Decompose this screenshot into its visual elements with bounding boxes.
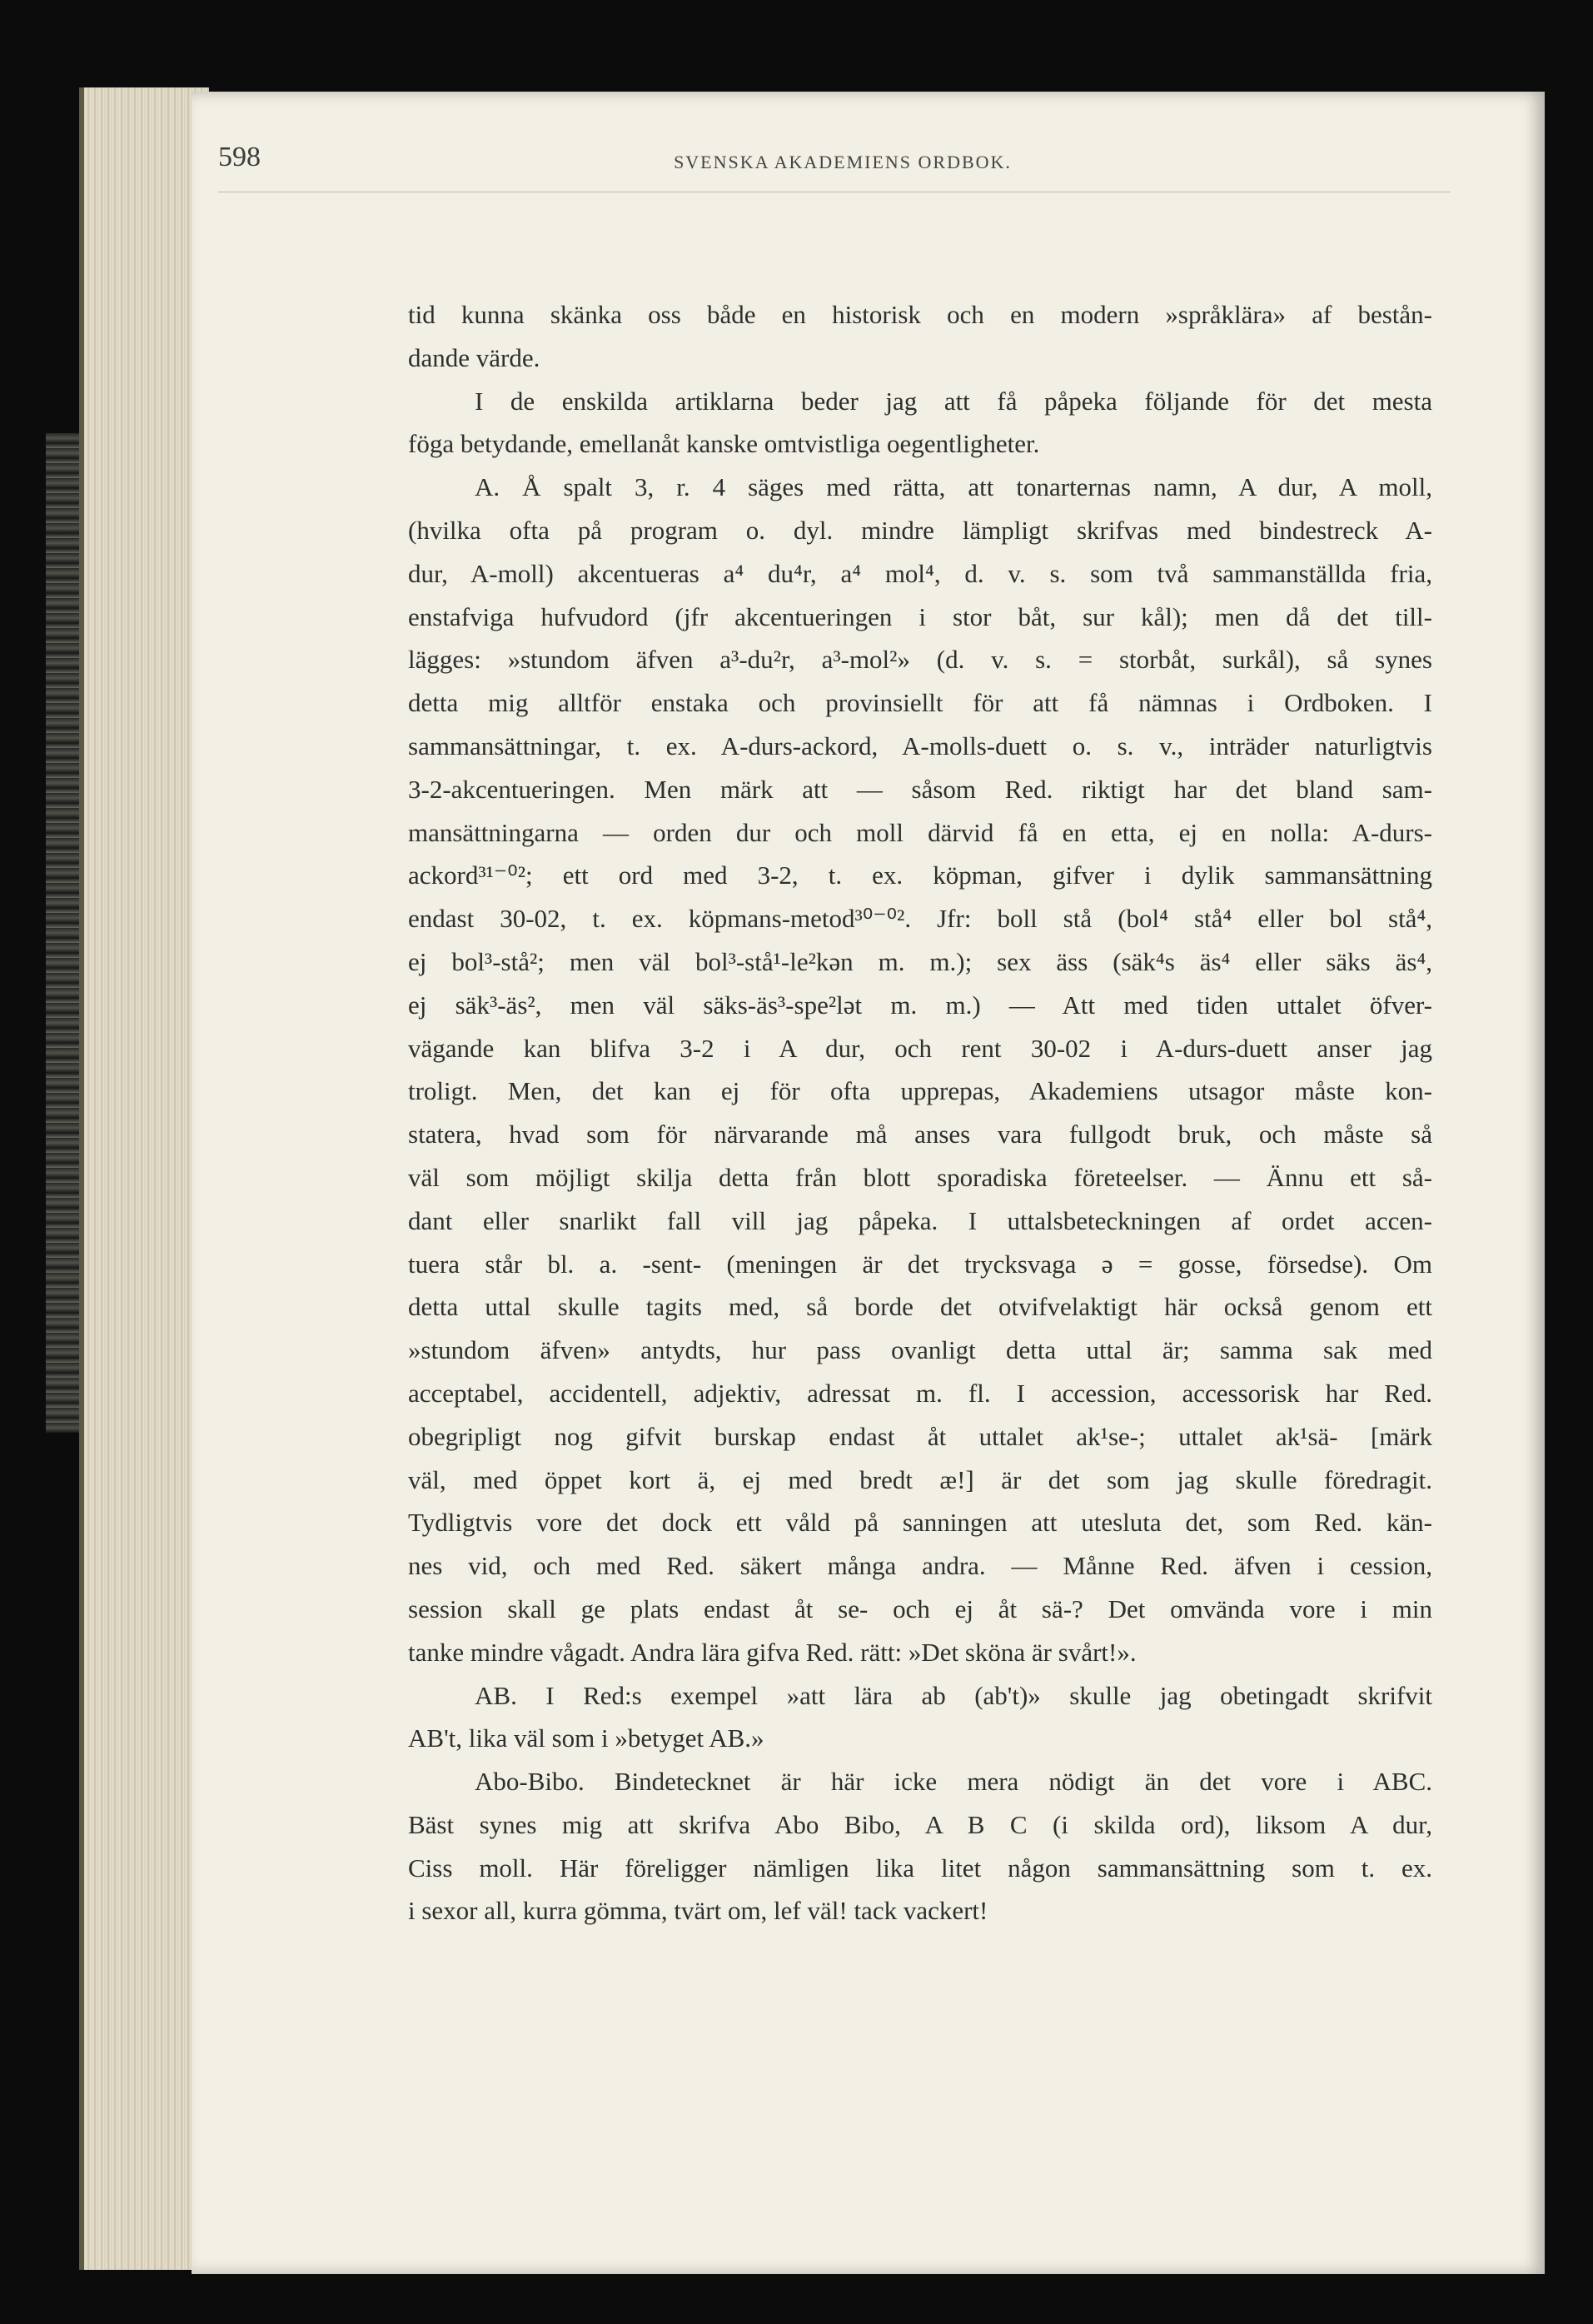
running-title: SVENSKA AKADEMIENS ORDBOK. bbox=[674, 152, 1012, 172]
book-spine bbox=[46, 433, 79, 1433]
text-line: session skall ge plats endast åt se- och ej åt sä-? Det omvända vore i min bbox=[408, 1593, 1432, 1623]
text-line: Bäst synes mig att skrifva Abo Bibo, A B C (i skilda ord), liksom A dur, bbox=[408, 1809, 1432, 1839]
text-line: detta uttal skulle tagits med, så borde det otvifvelaktigt här också genom ett bbox=[408, 1292, 1432, 1322]
text-line: dant eller snarlikt fall vill jag påpeka. I uttalsbeteckningen af ordet accen- bbox=[408, 1205, 1432, 1235]
text-line: dur, A-moll) akcentueras a⁴ du⁴r, a⁴ mol⁴, d. v. s. som två sammanställda fria, bbox=[408, 558, 1432, 588]
text-line: väl som möjligt skilja detta från blott sporadiska företeelser. — Ännu ett så- bbox=[408, 1162, 1432, 1192]
text-line: nes vid, och med Red. säkert många andra. — Månne Red. äfven i cession, bbox=[408, 1551, 1432, 1581]
text-line: obegripligt nog gifvit burskap endast åt uttalet ak¹se-; uttalet ak¹sä- [märk bbox=[408, 1421, 1432, 1451]
text-line: väl, med öppet kort ä, ej med bredt æ!] är det som jag skulle föredragit. bbox=[408, 1464, 1432, 1494]
text-line: I de enskilda artiklarna beder jag att få påpeka följande för det mesta bbox=[475, 386, 1432, 416]
text-line: troligt. Men, det kan ej för ofta upprepas, Akademiens utsagor måste kon- bbox=[408, 1076, 1432, 1106]
page-edges bbox=[79, 87, 209, 2270]
text-line: tanke mindre vågadt. Andra lära gifva Red. rätt: »Det sköna är svårt!». bbox=[408, 1637, 1137, 1667]
text-line: ej bol³-stå²; men väl bol³-stå¹-le²kən m. m.); sex äss (säk⁴s äs⁴ eller säks äs⁴, bbox=[408, 946, 1432, 976]
text-line: sammansättningar, t. ex. A-durs-ackord, A-molls-duett o. s. v., inträder naturligtvis bbox=[408, 731, 1432, 761]
text-line: A. Å spalt 3, r. 4 säges med rätta, att tonarternas namn, A dur, A moll, bbox=[475, 472, 1432, 502]
text-line: »stundom äfven» antydts, hur pass ovanligt detta uttal är; samma sak med bbox=[408, 1335, 1432, 1365]
text-line: Abo-Bibo. Bindetecknet är här icke mera nödigt än det vore i ABC. bbox=[475, 1767, 1432, 1797]
text-line: AB. I Red:s exempel »att lära ab (ab't)» skulle jag obetingadt skrifvit bbox=[475, 1680, 1432, 1710]
text-line: tuera står bl. a. -sent- (meningen är det trycksvaga ə = gosse, försedse). Om bbox=[408, 1249, 1432, 1279]
text-line: endast 30-02, t. ex. köpmans-metod³⁰⁻⁰². Jfr: boll stå (bol⁴ stå⁴ eller bol stå⁴, bbox=[408, 904, 1432, 934]
text-line: AB't, lika väl som i »betyget AB.» bbox=[408, 1723, 764, 1753]
text-line: i sexor all, kurra gömma, tvärt om, lef väl! tack vackert! bbox=[408, 1896, 988, 1926]
text-line: statera, hvad som för närvarande må anses vara fullgodt bruk, och måste så bbox=[408, 1120, 1432, 1150]
page-number: 598 bbox=[218, 142, 261, 172]
text-line: ej säk³-äs², men väl säks-äs³-spe²lət m. m.) — Att med tiden uttalet öfver- bbox=[408, 990, 1432, 1020]
text-line: dande värde. bbox=[408, 342, 540, 372]
text-line: tid kunna skänka oss både en historisk och en modern »språklära» af bestån- bbox=[408, 300, 1432, 329]
text-line: Tydligtvis vore det dock ett våld på sanningen att utesluta det, som Red. kän- bbox=[408, 1508, 1432, 1538]
text-line: föga betydande, emellanåt kanske omtvistliga oegentligheter. bbox=[408, 429, 1040, 459]
text-line: (hvilka ofta på program o. dyl. mindre lämpligt skrifvas med bindestreck A- bbox=[408, 515, 1432, 545]
body-text bbox=[408, 293, 1432, 1933]
text-line: detta mig alltför enstaka och provinsiellt för att få nämnas i Ordboken. I bbox=[408, 688, 1432, 718]
text-line: mansättningarna — orden dur och moll därvid få en etta, ej en nolla: A-durs- bbox=[408, 817, 1432, 847]
text-line: enstafviga hufvudord (jfr akcentueringen i stor båt, sur kål); men då det till- bbox=[408, 601, 1432, 631]
text-line: vägande kan blifva 3-2 i A dur, och rent 30-02 i A-durs-duett anser jag bbox=[408, 1033, 1432, 1063]
text-line: acceptabel, accidentell, adjektiv, adressat m. fl. I accession, accessorisk har Red. bbox=[408, 1378, 1432, 1408]
text-line: ackord³¹⁻⁰²; ett ord med 3-2, t. ex. köpman, gifver i dylik sammansättning bbox=[408, 860, 1432, 890]
text-line: lägges: »stundom äfven a³-du²r, a³-mol²» (d. v. s. = storbåt, surkål), så synes bbox=[408, 645, 1432, 675]
text-line: Ciss moll. Här föreligger nämligen lika litet någon sammansättning som t. ex. bbox=[408, 1853, 1432, 1883]
text-line: 3-2-akcentueringen. Men märk att — såsom Red. riktigt har det bland sam- bbox=[408, 774, 1432, 804]
page-header bbox=[218, 142, 1451, 192]
